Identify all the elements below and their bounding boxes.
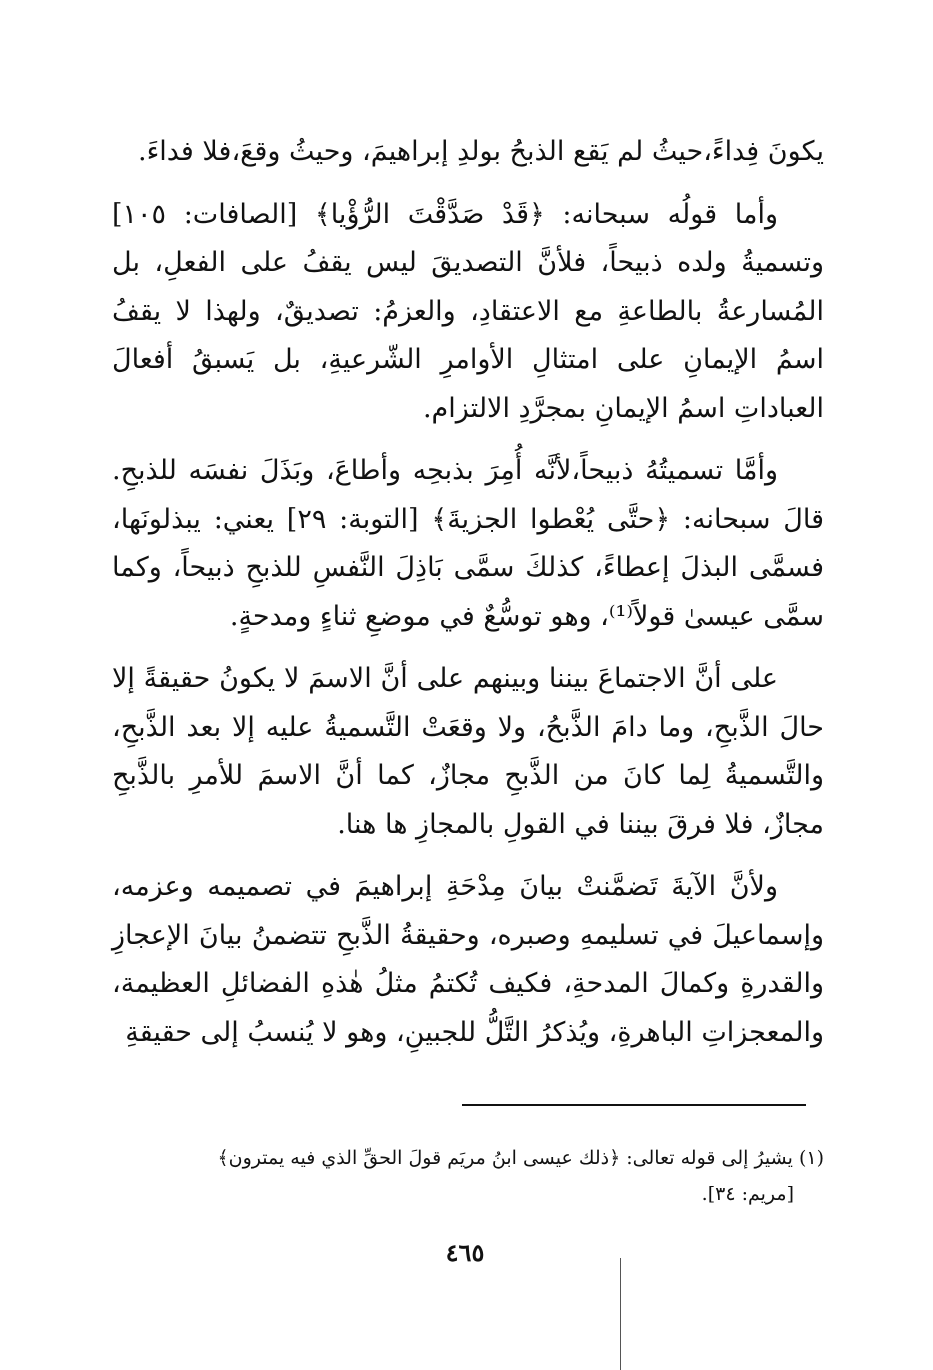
- body-text: [112, 128, 824, 1071]
- page-number: ٤٦٥: [445, 1238, 485, 1267]
- footnote-line-1: (١) يشيرُ إلى قوله تعالى: ﴿ذلك عيسى ابنُ مريَم قولَ الحقِّ الذي فيه يمترون﴾: [217, 1147, 824, 1169]
- paragraph-1: يكونَ فِداءً،حيثُ لم يَقع الذبحُ بولدِ إبراهيمَ، وحيثُ وقعَ،فلا فداءَ.: [137, 136, 824, 167]
- footnote-divider: [462, 1104, 806, 1106]
- paragraph-4: على أنَّ الاجتماعَ بيننا وبينهم على أنَّ الاسمَ لا يكونُ حقيقةً إلا حالَ الذَّبحِ، وما دامَ الذَّبحُ، ولا وقعَتْ التَّسميةُ عليه إلا بعد الذَّبحِ، والتَّسميةُ لِما كانَ من الذَّبحِ مجازٌ، كما أنَّ الاسمَ للأمرِ بالذَّبحِ مجازٌ، فلا فرقَ بيننا في القولِ بالمجازِ ها هنا.: [112, 663, 824, 840]
- paragraph-5: ولأنَّ الآيةَ تَضمَّنتْ بيانَ مِدْحَةِ إبراهيمَ في تصميمه وعزمه، وإسماعيلَ في تسليمهِ وصبره، وحقيقةُ الذَّبحِ تتضمنُ بيانَ الإعجازِ والقدرةِ وكمالَ المدحةِ، فكيف تُكتمُ مثلُ هٰذهِ الفضائلِ العظيمة، والمعجزاتِ الباهرةِ، ويُذكرُ التَّلُّ للجبينِ، وهو لا يُنسبُ إلى حقيقةِ: [112, 871, 824, 1048]
- footnote: [112, 1140, 824, 1212]
- paragraph-3: وأمَّا تسميتُهُ ذبيحاً،لأنَّه أُمِرَ بذبحِه وأطاعَ، وبَذَلَ نفسَه للذبحِ. قالَ سبحانه: ﴿حتَّى يُعْطوا الجزيةَ﴾ [التوبة: ٢٩] يعني: يبذلونَها، فسمَّى البذلَ إعطاءً، كذلكَ سمَّى بَاذِلَ النَّفسِ للذبحِ ذبيحاً، وكما سمَّى عيسىٰ قولاً⁽¹⁾، وهو توسُّعٌ في موضعِ ثناءٍ ومدحةٍ.: [112, 455, 824, 632]
- footnote-line-2: [مريم: ٣٤].: [701, 1183, 794, 1205]
- paragraph-2: وأما قولُه سبحانه: ﴿قَدْ صَدَّقْتَ الرُّؤْيا﴾ [الصافات: ١٠٥] وتسميةُ ولده ذبيحاً، فلأنَّ التصديقَ ليس يقفُ على الفعلِ، بل المُسارعةُ بالطاعةِ مع الاعتقادِ، والعزمُ: تصديقٌ، ولهذا لا يقفُ اسمُ الإيمانِ على امتثالِ الأوامرِ الشّرعيةِ، بل يَسبقُ أفعالَ العباداتِ اسمُ الإيمانِ بمجرَّدِ الالتزام.: [112, 198, 824, 424]
- scan-edge-line: [620, 1258, 621, 1370]
